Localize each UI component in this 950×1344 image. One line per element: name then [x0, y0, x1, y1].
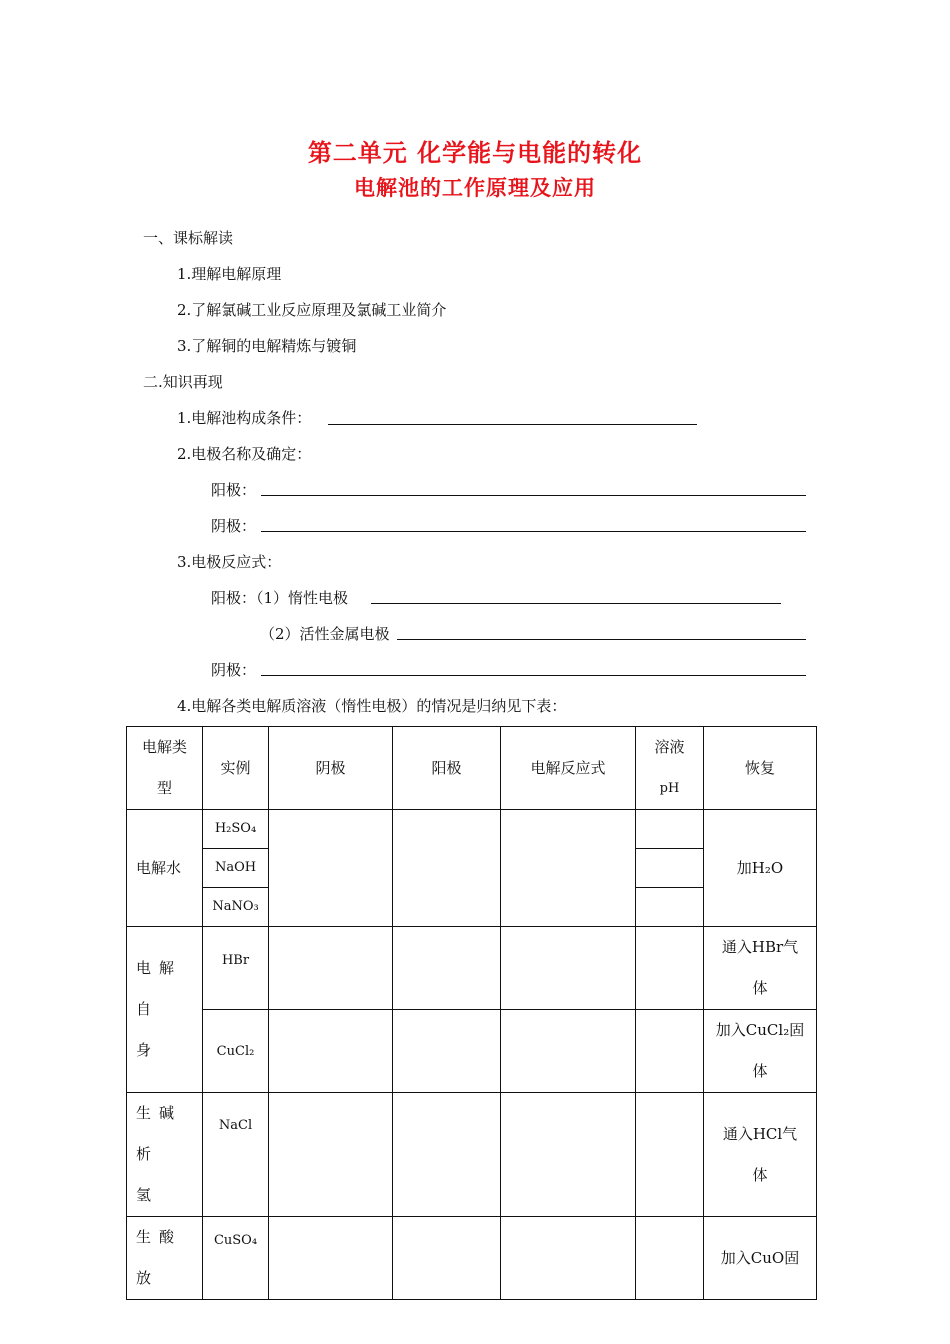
blank-cell[interactable]: [393, 1093, 501, 1217]
header-anode: 阳极: [393, 727, 501, 810]
section1-item: 1.理解电解原理: [177, 265, 282, 283]
anode-blank[interactable]: [261, 495, 806, 496]
cathode-label: 阴极：: [211, 517, 257, 535]
header-cathode: 阴极: [269, 727, 393, 810]
blank-cell[interactable]: [393, 927, 501, 1010]
header-example: 实例: [203, 727, 269, 810]
blank-cell[interactable]: [269, 810, 393, 927]
table-row: [127, 1010, 817, 1093]
blank-cell[interactable]: [636, 1217, 704, 1300]
table-row: [127, 1093, 817, 1217]
q3-label: 3.电极反应式：: [177, 553, 282, 571]
example-cell: NaCl: [203, 1093, 269, 1217]
blank-cell[interactable]: [501, 1093, 636, 1217]
document-subtitle: 电解池的工作原理及应用: [354, 176, 596, 200]
blank-cell[interactable]: [501, 1010, 636, 1093]
blank-cell[interactable]: [269, 1010, 393, 1093]
example-cell: H₂SO₄: [203, 810, 268, 849]
example-cell: NaOH: [203, 849, 268, 888]
cathode-blank[interactable]: [261, 531, 806, 532]
q1-label: 1.电解池构成条件：: [177, 409, 312, 427]
restore-cell: 加入CuO固: [704, 1217, 817, 1300]
restore-water: 加H₂O: [704, 810, 817, 927]
example-cell: HBr: [203, 927, 269, 1010]
section1-heading: 一、课标解读: [143, 229, 234, 247]
type-water: 电解水: [127, 810, 203, 927]
blank-cell[interactable]: [269, 927, 393, 1010]
table-row: [127, 1217, 817, 1300]
anode-active-blank[interactable]: [397, 639, 806, 640]
example-cell: CuCl₂: [203, 1010, 269, 1093]
header-restore: 恢复: [704, 727, 817, 810]
blank-cell[interactable]: [269, 1217, 393, 1300]
blank-cell[interactable]: [636, 1093, 704, 1217]
header-type: 电解类 型: [127, 727, 203, 810]
blank-cell[interactable]: [636, 810, 703, 849]
anode-inert-blank[interactable]: [371, 603, 781, 604]
cathode2-label: 阴极：: [211, 661, 257, 679]
restore-cell: 加入CuCl₂固 体: [704, 1010, 817, 1093]
q4-label: 4.电解各类电解质溶液（惰性电极）的情况是归纳见下表：: [177, 697, 567, 715]
type-acid: 生酸放: [127, 1217, 203, 1300]
section2-heading: 二.知识再现: [143, 373, 223, 391]
type-alkali: 生碱析 氢: [127, 1093, 203, 1217]
anode-inert-label: 阳极：（1）惰性电极: [211, 589, 349, 607]
blank-cell[interactable]: [636, 888, 703, 926]
blank-cell[interactable]: [501, 810, 636, 927]
type-self: 电解自 身: [127, 927, 203, 1093]
blank-cell[interactable]: [501, 1217, 636, 1300]
table-header-row: [127, 727, 817, 810]
electrolysis-table: [126, 726, 817, 1300]
restore-cell: 通入HCl气 体: [704, 1093, 817, 1217]
table-row: [127, 927, 817, 1010]
blank-cell[interactable]: [393, 1010, 501, 1093]
section1-item: 2.了解氯碱工业反应原理及氯碱工业简介: [177, 301, 447, 319]
table-row: [127, 810, 817, 927]
blank-cell[interactable]: [636, 849, 703, 888]
blank-cell[interactable]: [636, 1010, 704, 1093]
anode-active-label: （2）活性金属电极: [260, 625, 390, 643]
example-cell: NaNO₃: [212, 899, 259, 914]
blank-cell[interactable]: [501, 927, 636, 1010]
q2-label: 2.电极名称及确定：: [177, 445, 312, 463]
blank-cell[interactable]: [393, 1217, 501, 1300]
header-ph: 溶液 pH: [636, 727, 704, 810]
section1-item: 3.了解铜的电解精炼与镀铜: [177, 337, 357, 355]
restore-cell: 通入HBr气 体: [704, 927, 817, 1010]
q1-blank[interactable]: [328, 424, 697, 425]
blank-cell[interactable]: [269, 1093, 393, 1217]
blank-cell[interactable]: [636, 927, 704, 1010]
anode-label: 阳极：: [211, 481, 257, 499]
header-reaction: 电解反应式: [501, 727, 636, 810]
example-cell: CuSO₄: [203, 1217, 269, 1300]
cathode2-blank[interactable]: [261, 675, 806, 676]
document-title: 第二单元 化学能与电能的转化: [307, 139, 643, 167]
ph-water: [636, 810, 704, 927]
examples-water: [203, 810, 269, 927]
blank-cell[interactable]: [393, 810, 501, 927]
